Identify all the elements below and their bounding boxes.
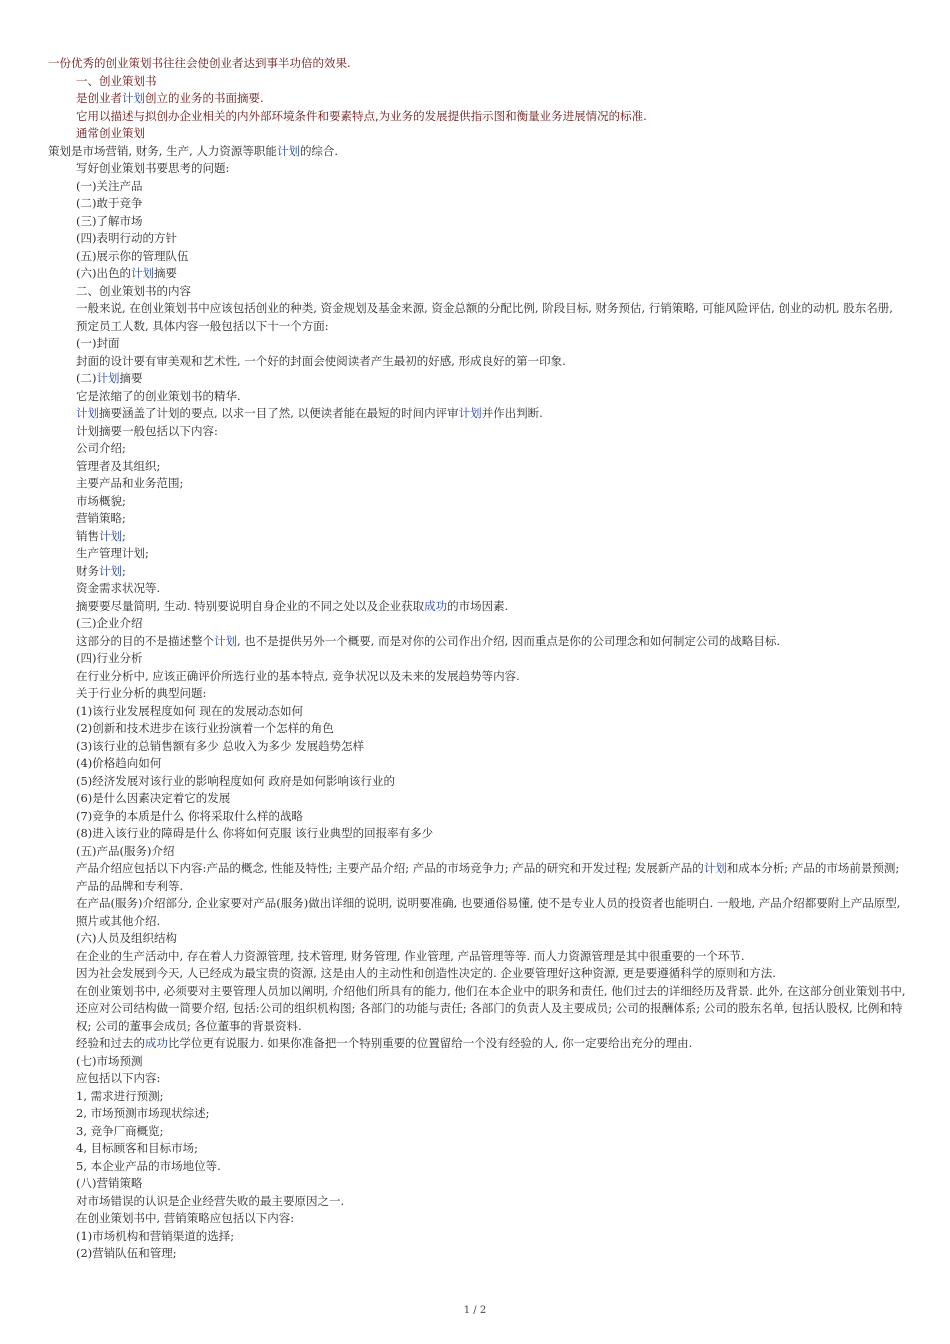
text-line (48, 160, 906, 178)
text-segment: 在产品(服务)介绍部分, 企业家要对产品(服务)做出详细的说明, 说明要准确, 也要通俗易懂, 使不是专业人员的投资者也能明白. 一般地, 产品介绍都要附上产品原型, 照片或其他介绍. (76, 896, 901, 928)
keyword-link[interactable]: 计划 (130, 266, 154, 280)
text-line (48, 248, 906, 266)
keyword-link[interactable]: 计划 (122, 91, 145, 105)
text-line (48, 528, 906, 546)
text-segment: (6)是什么因素决定着它的发展 (76, 791, 231, 805)
text-line (48, 545, 906, 563)
text-segment: 计划摘要一般包括以下内容: (76, 423, 218, 438)
text-segment: (2)创新和技术进步在该行业扮演着一个怎样的角色 (76, 721, 334, 735)
text-line (48, 1123, 906, 1141)
text-line (48, 1140, 906, 1158)
text-line (48, 178, 906, 196)
text-line (48, 895, 906, 930)
text-line (48, 1193, 906, 1211)
text-segment: 这部分的目的不是描述整个 (76, 633, 214, 648)
text-line (48, 370, 906, 388)
keyword-link[interactable]: 成功 (145, 1036, 168, 1050)
text-segment: 因为社会发展到今天, 人已经成为最宝贵的资源, 这是由人的主动性和创造性决定的. 企业要管理好这种资源, 更是要遵循科学的原则和方法. (76, 966, 776, 980)
text-line (48, 598, 906, 616)
text-segment: 销售 (76, 528, 99, 543)
text-line (48, 353, 906, 371)
text-segment: 5, 本企业产品的市场地位等. (76, 1158, 221, 1173)
text-segment: (8)进入该行业的障碍是什么 你将如何克服 该行业典型的回报率有多少 (76, 826, 434, 840)
text-segment: (八)营销策略 (76, 1176, 143, 1190)
text-segment: (2)营销队伍和管理; (76, 1246, 177, 1260)
keyword-link[interactable]: 计划 (276, 143, 300, 158)
text-segment: 主要产品和业务范围; (76, 476, 184, 490)
text-segment: 4, 目标顾客和目标市场; (76, 1141, 199, 1155)
keyword-link[interactable]: 计划 (458, 406, 482, 420)
text-segment: 一、创业策划书 (76, 73, 157, 88)
text-line (48, 1035, 906, 1053)
text-line (48, 1053, 906, 1071)
text-segment: (4)价格趋向如何 (76, 756, 162, 770)
text-line (48, 1105, 906, 1123)
text-segment: 生产管理计划; (76, 546, 149, 560)
keyword-link[interactable]: 计划 (99, 563, 122, 578)
text-line (48, 108, 906, 126)
text-segment: 通常创业策划 (76, 126, 145, 140)
text-line (48, 1088, 906, 1106)
text-segment: (二) (76, 371, 97, 385)
text-segment: 关于行业分析的典型问题: (76, 686, 207, 700)
text-segment: , 也不是提供另外一个概要, 而是对你的公司作出介绍, 因而重点是你的公司理念和如何制定公司的战略目标. (237, 633, 781, 648)
text-segment: (四)行业分析 (76, 651, 143, 665)
text-segment: (六)人员及组织结构 (76, 931, 177, 945)
text-line (48, 983, 906, 1036)
text-segment: (五)展示你的管理队伍 (76, 248, 189, 263)
text-segment: 并作出判断. (481, 406, 543, 420)
text-segment: 产品介绍应包括以下内容:产品的概念, 性能及特性; 主要产品介绍; 产品的市场竞争力; 产品的研究和开发过程; 发展新产品的 (76, 861, 704, 875)
text-segment: 是创业者 (76, 91, 122, 105)
text-segment: 在创业策划书中, 必须要对主要管理人员加以阐明, 介绍他们所具有的能力, 他们在本企业中的职务和责任, 他们过去的详细经历及背景. 此外, 在这部分创业策划书中, 还应对公司结构做一简要介绍, 包括:公司的组织机构图; 各部门的功能与责任; 各部门的负责人及主要成员; 公司的报酬体系; 公司的股东名单, 包括认股权, 比例和特权; 公司的董事会成员; 各位董事的背景资料. (76, 983, 906, 1033)
text-segment: 资金需求状况等. (76, 581, 161, 595)
text-line (48, 230, 906, 248)
text-segment: 策划是市场营销, 财务, 生产, 人力资源等职能 (48, 143, 277, 158)
text-line (48, 423, 906, 441)
text-line (48, 615, 906, 633)
text-segment: 应包括以下内容: (76, 1071, 161, 1085)
text-segment: 它是浓缩了的创业策划书的精华. (76, 388, 241, 403)
text-segment: 摘要涵盖了计划的要点, 以求一目了然, 以便读者能在最短的时间内评审 (99, 406, 459, 420)
text-line (48, 860, 906, 895)
text-segment: 一般来说, 在创业策划书中应该包括创业的种类, 资金规划及基金来源, 资金总额的分配比例, 阶段目标, 财务预估, 行销策略, 可能风险评估, 创业的动机, 股东名册, 预定员工人数, 具体内容一般包括以下十一个方面: (76, 301, 893, 333)
text-line (48, 73, 906, 91)
text-segment: 摘要 (119, 371, 143, 385)
text-line (48, 90, 906, 108)
text-line (48, 1175, 906, 1193)
text-line (48, 440, 906, 458)
text-segment: ; (122, 563, 126, 578)
text-line (48, 738, 906, 756)
text-segment: 在行业分析中, 应该正确评价所选行业的基本特点, 竞争状况以及未来的发展趋势等内容. (76, 668, 520, 683)
text-segment: 财务 (76, 563, 99, 578)
text-segment: (六)出色的 (76, 266, 131, 280)
text-line (48, 265, 906, 283)
text-line (48, 300, 906, 335)
text-segment: 在创业策划书中, 营销策略应包括以下内容: (76, 1211, 295, 1225)
text-segment: 营销策略; (76, 511, 126, 525)
text-line (48, 1210, 906, 1228)
text-line (48, 458, 906, 476)
text-line (48, 510, 906, 528)
text-line (48, 195, 906, 213)
text-line (48, 668, 906, 686)
text-line (48, 948, 906, 966)
text-line (48, 1070, 906, 1088)
text-line (48, 125, 906, 143)
text-line (48, 580, 906, 598)
text-segment: 1, 需求进行预测; (76, 1088, 164, 1103)
text-line (48, 930, 906, 948)
text-segment: 在企业的生产活动中, 存在着人力资源管理, 技术管理, 财务管理, 作业管理, 产品管理等等. 而人力资源管理是其中很重要的一个环节. (76, 948, 745, 963)
text-segment: (三)了解市场 (76, 213, 143, 228)
text-line (48, 773, 906, 791)
text-line (48, 283, 906, 301)
text-line (48, 633, 906, 651)
text-segment: (二)敢于竞争 (76, 196, 143, 210)
text-line (48, 1158, 906, 1176)
text-segment: 的综合. (299, 143, 339, 158)
text-line (48, 1228, 906, 1246)
text-line (48, 703, 906, 721)
text-segment: 它用以描述与拟创办企业相关的内外部环境条件和要素特点,为业务的发展提供指示图和衡量业务进展情况的标准. (76, 108, 647, 123)
text-segment: (一)关注产品 (76, 178, 143, 193)
text-segment: 创立的业务的书面摘要. (145, 91, 264, 105)
text-segment: 二、创业策划书的内容 (76, 283, 191, 298)
text-segment: 一份优秀的创业策划书往往会使创业者达到事半功倍的效果. (48, 56, 351, 70)
text-segment: ; (122, 528, 126, 543)
text-segment: (一)封面 (76, 336, 120, 350)
text-segment: 的市场因素. (447, 598, 509, 613)
text-line (48, 790, 906, 808)
text-line (48, 143, 906, 161)
text-segment: (1)市场机构和营销渠道的选择; (76, 1228, 235, 1243)
text-segment: 摘要要尽量简明, 生动. 特别要说明自身企业的不同之处以及企业获取 (76, 598, 425, 613)
text-line (48, 493, 906, 511)
text-segment: (1)该行业发展程度如何 现在的发展动态如何 (76, 703, 303, 718)
text-segment: 比学位更有说服力. 如果你准备把一个特别重要的位置留给一个没有经验的人, 你一定要给出充分的理由. (168, 1036, 693, 1050)
document-body (48, 55, 906, 1263)
text-line (48, 650, 906, 668)
text-line (48, 55, 906, 73)
text-line (48, 808, 906, 826)
text-line (48, 843, 906, 861)
page-number: 1 / 2 (463, 1305, 487, 1316)
keyword-link[interactable]: 计划 (76, 406, 99, 420)
text-line (48, 720, 906, 738)
text-line (48, 825, 906, 843)
text-line (48, 388, 906, 406)
text-segment: 市场概貌; (76, 493, 126, 508)
text-line (48, 755, 906, 773)
text-line (48, 213, 906, 231)
text-segment: (5)经济发展对该行业的影响程度如何 政府是如何影响该行业的 (76, 773, 395, 788)
text-segment: (五)产品(服务)介绍 (76, 843, 175, 858)
text-segment: 写好创业策划书要思考的问题: (76, 161, 230, 175)
keyword-link[interactable]: 计划 (99, 528, 122, 543)
text-segment: (三)企业介绍 (76, 616, 143, 630)
text-segment: 封面的设计要有审美观和艺术性, 一个好的封面会使阅读者产生最初的好感, 形成良好的第一印象. (76, 353, 566, 368)
text-line (48, 685, 906, 703)
text-line (48, 1245, 906, 1263)
text-segment: (3)该行业的总销售额有多少 总收入为多少 发展趋势怎样 (76, 738, 365, 753)
text-segment: 和成本分析; 产品的市场前景预测; 产品的品牌和专利等. (76, 861, 900, 893)
keyword-link[interactable]: 成功 (424, 598, 448, 613)
text-segment: 对市场错误的认识是企业经营失败的最主要原因之一. (76, 1193, 345, 1208)
keyword-link[interactable]: 计划 (96, 371, 120, 385)
text-segment: 3, 竞争厂商概览; (76, 1123, 164, 1138)
text-line (48, 563, 906, 581)
text-line (48, 405, 906, 423)
text-segment: 摘要 (153, 266, 177, 280)
text-segment: (四)表明行动的方针 (76, 231, 177, 245)
text-segment: 2, 市场预测市场现状综述; (76, 1106, 210, 1120)
text-segment: 管理者及其组织; (76, 458, 161, 473)
text-line (48, 335, 906, 353)
text-segment: 公司介绍; (76, 441, 126, 455)
keyword-link[interactable]: 计划 (703, 861, 727, 875)
text-line (48, 475, 906, 493)
text-line (48, 965, 906, 983)
text-segment: (7)竞争的本质是什么 你将采取什么样的战略 (76, 808, 303, 823)
keyword-link[interactable]: 计划 (214, 633, 237, 648)
text-segment: (七)市场预测 (76, 1053, 143, 1068)
text-segment: 经验和过去的 (76, 1036, 145, 1050)
